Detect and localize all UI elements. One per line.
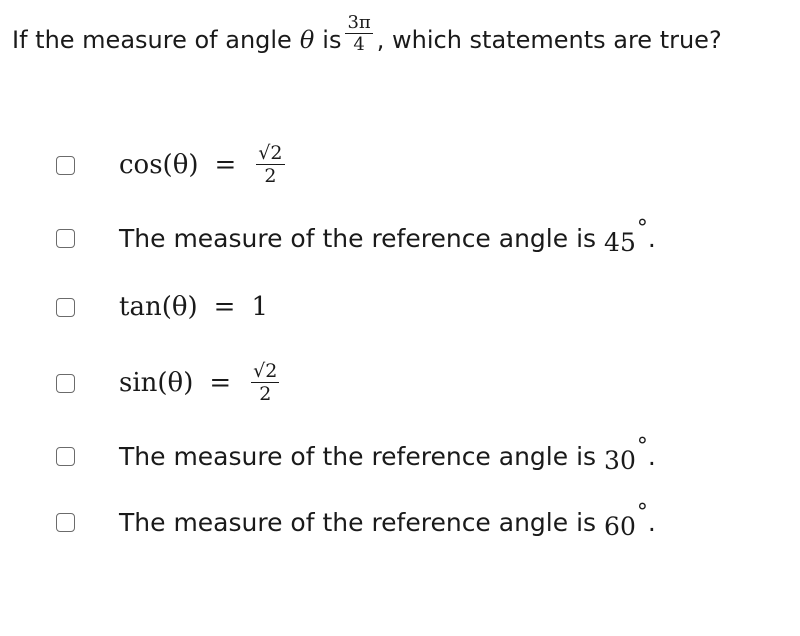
checkbox-ref-30[interactable] bbox=[56, 447, 75, 466]
checkbox-tan[interactable] bbox=[56, 298, 75, 317]
sin-lhs: sin(θ) bbox=[119, 368, 194, 398]
period: . bbox=[647, 441, 656, 471]
ref-angle-30-value: 30 bbox=[604, 445, 636, 475]
theta-symbol: θ bbox=[299, 26, 315, 54]
answer-option-tan[interactable] bbox=[56, 287, 756, 327]
answer-option-sin[interactable] bbox=[56, 360, 756, 405]
angle-numerator: 3π bbox=[347, 12, 371, 33]
equals-sign: = bbox=[209, 368, 232, 398]
answer-option-ref-45[interactable] bbox=[56, 215, 756, 258]
degree-symbol: ° bbox=[636, 215, 648, 241]
question-is: is bbox=[322, 26, 342, 54]
answer-option-cos[interactable] bbox=[56, 142, 756, 187]
equals-sign: = bbox=[213, 292, 236, 322]
degree-symbol: ° bbox=[636, 499, 648, 525]
equals-sign: = bbox=[214, 150, 237, 180]
ref-angle-60-value: 60 bbox=[604, 511, 636, 541]
question-prompt bbox=[12, 0, 792, 80]
option-tan-expression bbox=[119, 292, 268, 322]
sin-rhs-denominator: 2 bbox=[259, 383, 272, 405]
option-ref-30-text bbox=[119, 433, 656, 475]
option-ref-60-text bbox=[119, 499, 656, 541]
period: . bbox=[647, 507, 656, 537]
option-cos-expression bbox=[119, 144, 289, 186]
sin-rhs-numerator: √2 bbox=[253, 360, 278, 382]
checkbox-cos[interactable] bbox=[56, 156, 75, 175]
option-ref-45-text bbox=[119, 215, 656, 257]
degree-symbol: ° bbox=[636, 433, 648, 459]
cos-rhs-numerator: √2 bbox=[258, 142, 283, 164]
cos-rhs-denominator: 2 bbox=[264, 165, 277, 187]
period: . bbox=[647, 223, 656, 253]
answer-option-ref-60[interactable] bbox=[56, 499, 756, 542]
cos-rhs-fraction bbox=[256, 144, 284, 186]
angle-denominator: 4 bbox=[353, 34, 365, 55]
cos-lhs: cos(θ) bbox=[119, 150, 199, 180]
checkbox-sin[interactable] bbox=[56, 374, 75, 393]
answer-option-ref-30[interactable] bbox=[56, 433, 756, 476]
option-ref-30-label: The measure of the reference angle is bbox=[119, 441, 597, 471]
question-prefix: If the measure of angle bbox=[12, 26, 292, 54]
checkbox-ref-45[interactable] bbox=[56, 229, 75, 248]
ref-angle-45-value: 45 bbox=[604, 227, 636, 257]
angle-fraction bbox=[345, 14, 372, 54]
tan-lhs: tan(θ) bbox=[119, 292, 198, 322]
question-suffix: , which statements are true? bbox=[376, 26, 722, 54]
option-ref-45-label: The measure of the reference angle is bbox=[119, 223, 597, 253]
tan-rhs: 1 bbox=[251, 292, 268, 322]
checkbox-ref-60[interactable] bbox=[56, 513, 75, 532]
option-sin-expression bbox=[119, 362, 283, 404]
sin-rhs-fraction bbox=[251, 362, 279, 404]
option-ref-60-label: The measure of the reference angle is bbox=[119, 507, 597, 537]
